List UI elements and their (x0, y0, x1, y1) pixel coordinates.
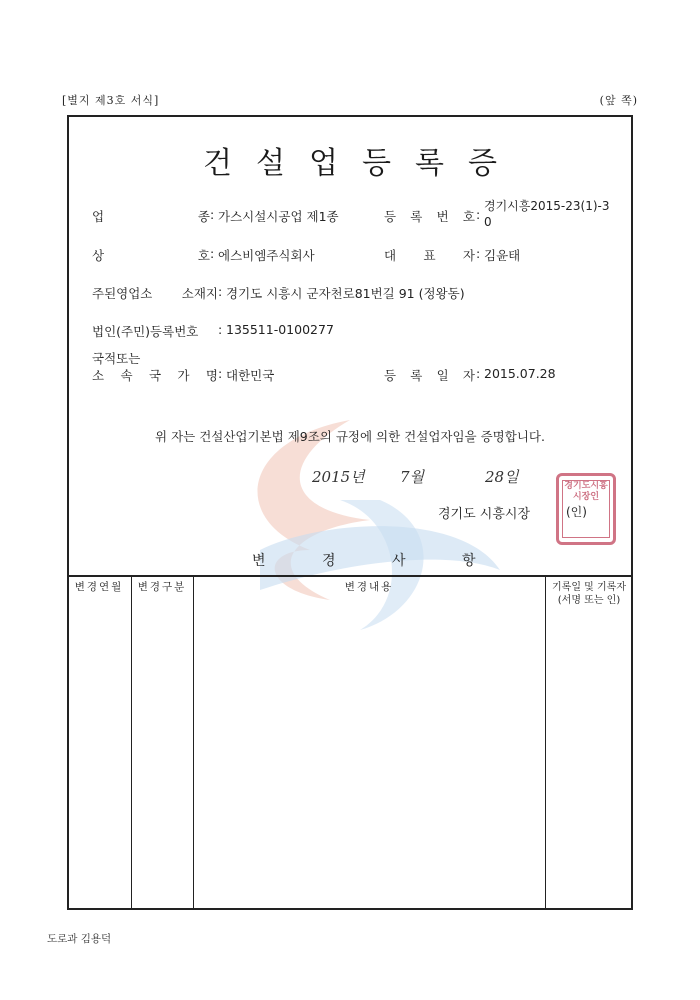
official-seal (556, 473, 616, 545)
changes-table-top-border (67, 575, 633, 577)
address-value: 경기도 시흥시 군자천로81번길 91 (정왕동) (226, 286, 465, 301)
table-divider-2 (193, 575, 194, 908)
reg-date-value: 2015.07.28 (484, 366, 556, 381)
nationality-label-line1: 국적또는 (92, 351, 141, 366)
reg-date-label: 등 록 일 자 (384, 368, 475, 383)
col-record-line2: (서명 또는 인) (557, 595, 621, 606)
changes-title-char-3: 사 (392, 553, 406, 569)
table-divider-1 (131, 575, 132, 908)
nationality-label-line2: 소 속 국 가 명 (92, 368, 218, 383)
company-value: 에스비엠주식회사 (218, 248, 315, 263)
col-record-line1: 기록일 및 기록자 (552, 582, 626, 593)
colon: : (476, 366, 481, 381)
corp-no-value: 135511-0100277 (226, 322, 334, 337)
corp-no-label: 법인(주민)등록번호 (92, 324, 199, 339)
changes-title-char-1: 변 (252, 553, 266, 569)
colon: : (210, 207, 215, 222)
reg-no-label: 등 록 번 호 (384, 209, 475, 224)
reg-no-value-line1: 경기시흥2015-23(1)-3 (484, 199, 610, 213)
issue-year: 2015년 (312, 468, 365, 486)
reg-no-value-line2: 0 (484, 215, 492, 229)
colon: : (476, 207, 481, 222)
rep-label: 대 표 자 (384, 248, 475, 263)
seal-text: 경기도시흥시장인 (562, 480, 610, 538)
colon: : (218, 322, 223, 337)
footer-note: 도로과 김용덕 (47, 933, 112, 945)
table-divider-3 (545, 575, 546, 908)
col-change-type: 변경구분 (137, 581, 187, 593)
colon: : (218, 284, 223, 299)
issue-day: 28일 (485, 468, 519, 486)
address-label: 주된영업소 소재지 (92, 286, 218, 301)
business-type-value: 가스시설시공업 제1종 (218, 209, 339, 224)
certificate-title: 건설업등록증 (203, 146, 521, 181)
page-side-label: (앞 쪽) (599, 94, 638, 107)
issue-month: 7월 (400, 468, 425, 486)
form-number-label: [별지 제3호 서식] (62, 94, 160, 107)
declaration-text: 위 자는 건설산업기본법 제9조의 규정에 의한 건설업자임을 증명합니다. (155, 429, 545, 444)
colon: : (210, 246, 215, 261)
rep-value: 김윤태 (484, 248, 521, 263)
changes-title-char-2: 경 (322, 553, 336, 569)
col-change-content: 변경내용 (344, 581, 394, 593)
col-change-date: 변경연월 (74, 581, 124, 593)
changes-title-char-4: 항 (462, 553, 476, 569)
seal-mark: (인) (566, 505, 587, 519)
colon: : (218, 366, 223, 381)
issuer-name: 경기도 시흥시장 (438, 507, 531, 522)
certificate-frame (67, 115, 633, 910)
nationality-value: 대한민국 (226, 368, 275, 383)
company-label: 상 호 (92, 248, 210, 263)
reg-no-value (484, 198, 609, 230)
colon: : (476, 246, 481, 261)
business-type-label: 업 종 (92, 209, 210, 224)
col-record (545, 581, 633, 607)
